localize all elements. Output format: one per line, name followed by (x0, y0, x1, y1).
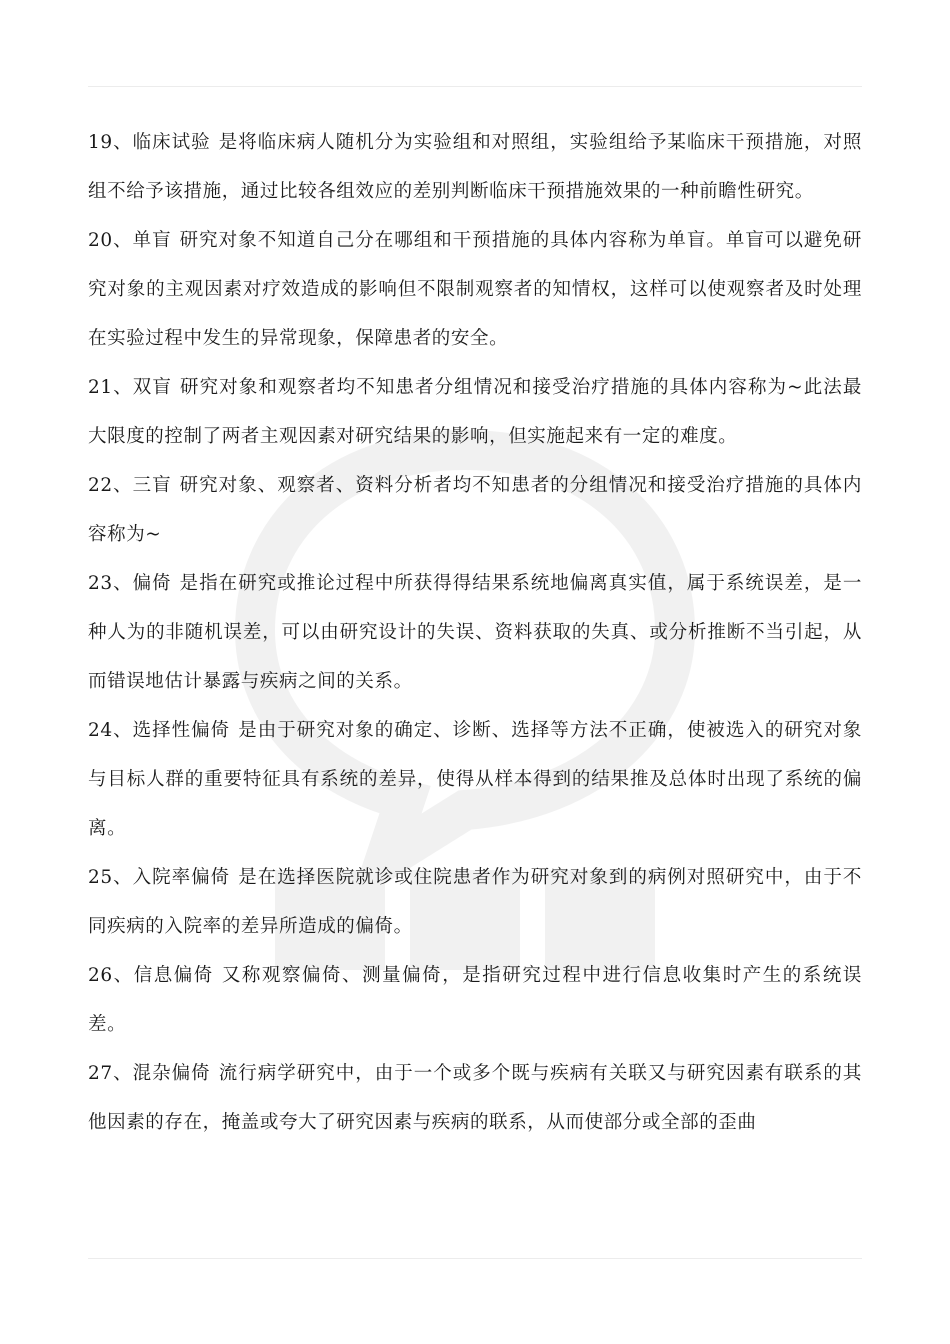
document-body (88, 118, 862, 1147)
entry-term: 22、三盲 (88, 475, 172, 496)
entry-definition: 是在选择医院就诊或住院患者作为研究对象到的病例对照研究中，由于不同疾病的入院率的差异所造成的偏倚。 (88, 867, 863, 937)
entry-24 (88, 706, 862, 853)
entry-definition: 研究对象和观察者均不知患者分组情况和接受治疗措施的具体内容称为~此法最大限度的控制了两者主观因素对研究结果的影响，但实施起来有一定的难度。 (88, 377, 862, 447)
entry-19 (88, 118, 862, 216)
entry-term: 24、选择性偏倚 (88, 720, 231, 741)
entry-definition: 流行病学研究中，由于一个或多个既与疾病有关联又与研究因素有联系的其他因素的存在，掩盖或夸大了研究因素与疾病的联系，从而使部分或全部的歪曲 (88, 1063, 862, 1133)
entry-20 (88, 216, 862, 363)
entry-definition: 是将临床病人随机分为实验组和对照组，实验组给予某临床干预措施，对照组不给予该措施，通过比较各组效应的差别判断临床干预措施效果的一种前瞻性研究。 (88, 132, 862, 202)
entry-definition: 研究对象、观察者、资料分析者均不知患者的分组情况和接受治疗措施的具体内容称为~ (88, 475, 862, 545)
entry-term: 19、临床试验 (88, 132, 211, 153)
header-rule (88, 86, 862, 87)
footer-rule (88, 1258, 862, 1259)
entry-22 (88, 461, 862, 559)
entry-term: 26、信息偏倚 (88, 965, 214, 986)
entry-definition: 研究对象不知道自己分在哪组和干预措施的具体内容称为单盲。单盲可以避免研究对象的主观因素对疗效造成的影响但不限制观察者的知情权，这样可以使观察者及时处理在实验过程中发生的异常现象，保障患者的安全。 (88, 230, 862, 349)
entry-21 (88, 363, 862, 461)
entry-26 (88, 951, 862, 1049)
entry-definition: 是由于研究对象的确定、诊断、选择等方法不正确，使被选入的研究对象与目标人群的重要特征具有系统的差异，使得从样本得到的结果推及总体时出现了系统的偏离。 (88, 720, 863, 839)
entry-term: 27、混杂偏倚 (88, 1063, 211, 1084)
entry-23 (88, 559, 862, 706)
entry-27 (88, 1049, 862, 1147)
entry-definition: 是指在研究或推论过程中所获得得结果系统地偏离真实值，属于系统误差，是一种人为的非随机误差，可以由研究设计的失误、资料获取的失真、或分析推断不当引起，从而错误地估计暴露与疾病之间的关系。 (88, 573, 862, 692)
entry-term: 25、入院率偏倚 (88, 867, 231, 888)
entry-25 (88, 853, 862, 951)
entry-term: 20、单盲 (88, 230, 172, 251)
entry-definition: 又称观察偏倚、测量偏倚，是指研究过程中进行信息收集时产生的系统误差。 (88, 965, 862, 1035)
entry-term: 21、双盲 (88, 377, 172, 398)
entry-term: 23、偏倚 (88, 573, 172, 594)
